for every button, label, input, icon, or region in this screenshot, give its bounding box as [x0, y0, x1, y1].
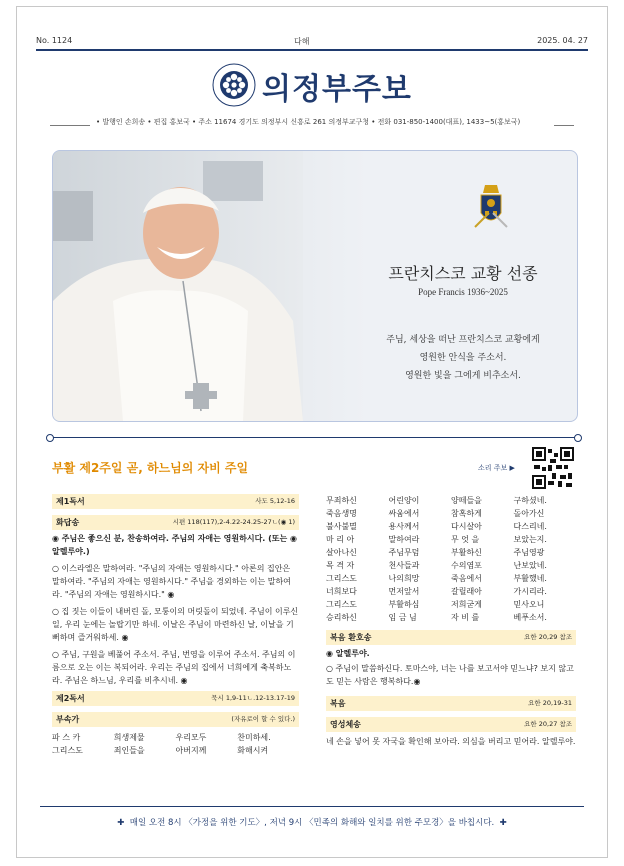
acclamation-ref: 요한 20,29 참조 — [524, 633, 572, 641]
sequence-cell: 자 비 를 — [451, 613, 480, 622]
prayer-line: 주님, 세상을 떠난 프란치스코 교황에게 — [386, 335, 540, 345]
sequence-label: 부속가 — [56, 715, 80, 724]
communion-label: 영성체송 — [330, 720, 361, 729]
sequence-cell: 파 스 카 — [52, 733, 81, 742]
footer-text: 매일 오전 8시 〈가정을 위한 기도〉, 저녁 9시 〈민족의 화해와 일치를 위한 주모경〉을 바칩시다. — [129, 818, 495, 828]
issue-date: 2025. 04. 27 — [537, 36, 588, 45]
sequence-cell: 무죄하신 — [326, 496, 357, 505]
psalm-ref: 시편 118(117),2-4.22-24.25-27ㄴ(◉ 1) — [172, 518, 295, 526]
section-divider — [52, 437, 576, 438]
sequence-cell: 죄인들을 — [113, 746, 145, 755]
sequence-cell: 죽음에서 — [451, 574, 482, 583]
sequence-cell: 양떼들을 — [451, 496, 482, 505]
sequence-cell: 보았는지. — [513, 535, 547, 544]
acclamation-band — [326, 630, 576, 645]
sequence-cell: 돌아가신 — [513, 509, 545, 518]
memorial-title: 프란치스코 교황 선종 — [388, 264, 538, 283]
sequence-cell: 말하여라 — [388, 535, 420, 544]
prayer-line: 영원한 안식을 주소서. — [419, 353, 507, 363]
audio-bulletin-link[interactable]: 소리 주보 ▶ — [478, 464, 515, 472]
alleluia-response: ◉ 알렐루야. — [326, 649, 370, 658]
psalm-verse: ○ 이스라엘은 말하여라. "주님의 자애는 영원하시다." 아론의 집안은 말하여라. "주님의 자애는 영원하시다." 주님을 경외하는 이는 말하여라. "주님의 자애는 영원하시다." ◉ — [52, 564, 291, 599]
papal-coat-of-arms-icon — [473, 183, 509, 231]
sequence-cell: 희생제물 — [113, 733, 145, 742]
sequence-cell: 살아나신 — [326, 548, 357, 557]
psalm-verse: ○ 집 짓는 이들이 내버린 돌, 모퉁이의 머릿돌이 되었네. 주님이 이루신 일, 우리 눈에는 놀랍기만 하네. 이날은 주님이 마련하신 날, 이날을 기뻐하며 즐거워하세. ◉ — [52, 607, 299, 642]
gospel-ref: 요한 20,19-31 — [528, 699, 572, 707]
cross-icon: ✚ — [117, 818, 125, 828]
sequence-cell: 무 엇 을 — [451, 535, 480, 544]
sequence-cell: 참혹하게 — [451, 509, 482, 518]
sequence-band — [52, 712, 299, 727]
sequence-cell: 갈릴래아 — [451, 587, 482, 596]
sequence-cell: 부활하심 — [388, 600, 420, 609]
memorial-prayer — [353, 331, 573, 385]
sequence-cell: 천사들과 — [388, 561, 420, 570]
liturgical-year: 다해 — [294, 37, 310, 46]
top-rule — [36, 49, 588, 51]
sequence-cell: 난보았네. — [513, 561, 547, 570]
right-column — [326, 494, 576, 748]
sequence-cell: 용사께서 — [388, 522, 420, 531]
sequence-cell: 부활하신 — [451, 548, 482, 557]
sequence-cell: 나의희망 — [388, 574, 420, 583]
sequence-cell: 우리모두 — [175, 733, 207, 742]
acclamation-verse: ○ 주님이 말씀하신다. 토마스야, 너는 나를 보고서야 믿느냐? 보지 않고도 믿는 사람은 행복하다.◉ — [326, 664, 574, 686]
sequence-cell: 불사불멸 — [326, 522, 357, 531]
reading1-ref: 사도 5,12-16 — [255, 497, 295, 505]
bottom-rule — [40, 806, 584, 807]
memorial-subtitle: Pope Francis 1936~2025 — [418, 287, 508, 297]
sequence-cell: 먼저앞서 — [388, 587, 420, 596]
sequence-cell: 주님영광 — [513, 548, 545, 557]
gospel-band — [326, 696, 576, 711]
sequence-cell: 부활했네. — [513, 574, 547, 583]
prayer-line: 영원한 빛을 그에게 비추소서. — [405, 371, 521, 381]
reading2-label: 제2독서 — [56, 694, 85, 703]
sequence-ref: (자유로이 할 수 있다.) — [231, 715, 295, 723]
sequence-cell: 그리스도 — [326, 600, 357, 609]
psalm-verse: ○ 주님, 구원을 베풀어 주소서. 주님, 번영을 이루어 주소서. 주님의 이름으로 오는 이는 복되어라. 우리는 주님의 집에서 너희에게 축복하노라. 주님은 하느님, 우리를 비추시네. ◉ — [52, 650, 296, 685]
issue-number: No. 1124 — [36, 36, 73, 45]
sequence-cell: 다시살아 — [451, 522, 482, 531]
memorial-banner — [52, 150, 578, 422]
diocese-logo-icon — [211, 62, 257, 108]
sequence-cell: 마 리 아 — [326, 535, 355, 544]
sequence-cell: 싸움에서 — [388, 509, 420, 518]
sequence-cell: 아버지께 — [175, 746, 207, 755]
sequence-cell: 죽음생명 — [326, 509, 357, 518]
sequence-cell: 화해시켜 — [237, 746, 269, 755]
communion-text: 네 손을 넣어 못 자국을 확인해 보아라. 의심을 버리고 믿어라. 알렐루야. — [326, 737, 576, 746]
acclamation-label: 복음 환호송 — [330, 633, 372, 642]
sequence-grid — [52, 731, 299, 757]
footer-notice — [40, 816, 584, 828]
sequence-cell: 수의염포 — [451, 561, 482, 570]
sequence-cell: 목 격 자 — [326, 561, 355, 570]
sequence-cell: 가시리라. — [513, 587, 547, 596]
masthead-title: 의정부주보 — [262, 72, 412, 107]
psalm-label: 화답송 — [56, 518, 80, 527]
sequence-cell: 저희굳게 — [451, 600, 482, 609]
sequence-cell: 베푸소서. — [513, 613, 547, 622]
sequence-cell: 승리하신 — [326, 613, 357, 622]
communion-ref: 요한 20,27 참조 — [524, 720, 572, 728]
publisher-info-text: • 발행인 손희송 • 편집 홍보국 • 주소 11674 경기도 의정부시 신흥로 261 의정부교구청 • 전화 031-850-1400(대표), 1433~5(홍보국) — [96, 118, 521, 126]
communion-band — [326, 717, 576, 732]
left-column — [52, 494, 299, 757]
sequence-cell: 찬미하세. — [237, 733, 271, 742]
sequence-grid-continued — [326, 494, 576, 624]
sequence-cell: 다스리네. — [513, 522, 547, 531]
reading2-band — [52, 691, 299, 706]
psalm-response: ◉ 주님은 좋으신 분, 찬송하여라. 주님의 자애는 영원하시다. (또는 ◉ 알렐루야.) — [52, 534, 297, 556]
sequence-cell: 구하셨네. — [513, 496, 547, 505]
qr-code-icon[interactable] — [532, 447, 574, 489]
cross-icon: ✚ — [499, 818, 507, 828]
sequence-cell: 믿사오니 — [513, 600, 545, 609]
sequence-cell: 그리스도 — [326, 574, 357, 583]
sequence-cell: 너희보다 — [326, 587, 357, 596]
reading2-ref: 묵시 1,9-11ㄴ.12-13.17-19 — [211, 694, 295, 702]
gospel-label: 복음 — [330, 699, 346, 708]
sequence-cell: 주님무덤 — [388, 548, 420, 557]
publisher-info — [40, 117, 584, 129]
sequence-cell: 임 금 님 — [388, 613, 417, 622]
reading1-band — [52, 494, 299, 509]
sequence-cell: 어린양이 — [388, 496, 420, 505]
sunday-title: 부활 제2주일 곧, 하느님의 자비 주일 — [52, 461, 249, 475]
sequence-cell: 그리스도 — [52, 746, 83, 755]
pope-portrait-image — [53, 151, 303, 421]
reading1-label: 제1독서 — [56, 497, 85, 506]
psalm-band — [52, 515, 299, 530]
